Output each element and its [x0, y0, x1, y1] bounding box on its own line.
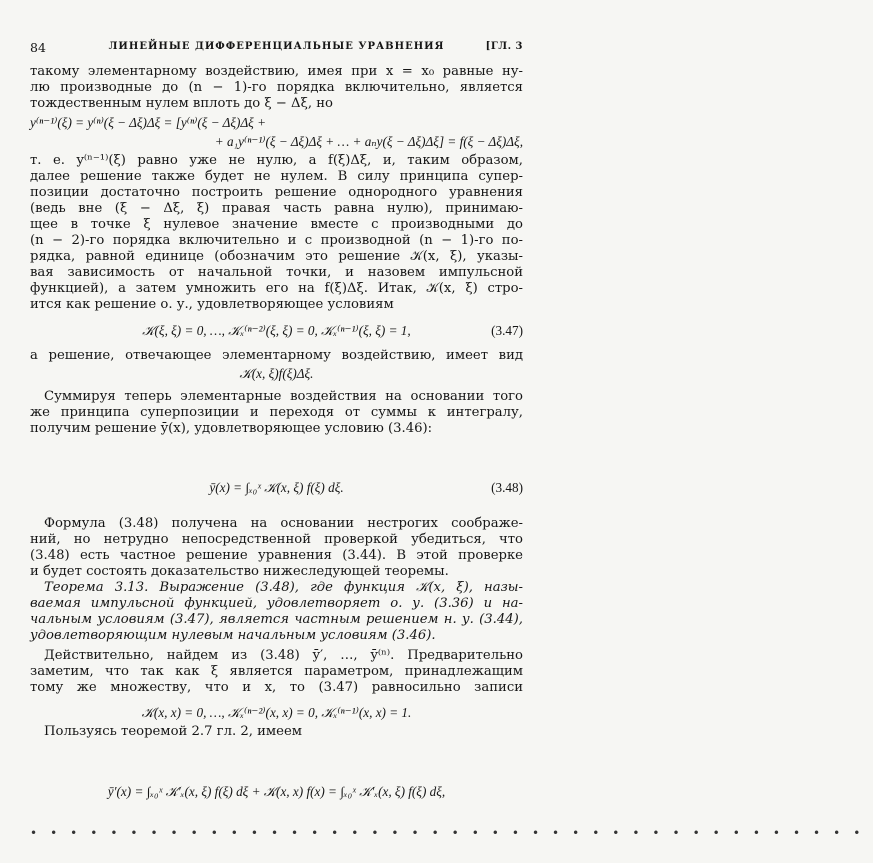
- equation-3-47: [30, 323, 523, 339]
- text-line: лю производные до (n − 1)-го порядка включительно, является: [30, 80, 523, 95]
- theorem-line: удовлетворяющим нулевым начальным условиям (3.46).: [30, 628, 436, 643]
- text-line: а решение, отвечающее элементарному воздействию, имеет вид: [30, 348, 523, 363]
- text-line: функцией), а затем умножить его на f(ξ)Δξ. Итак, 𝒦(x, ξ) стро-: [30, 281, 523, 296]
- equation-line: 𝒦(x, x) = 0, …, 𝒦ₓ⁽ⁿ⁻²⁾(x, x) = 0, 𝒦ₓ⁽ⁿ⁻¹⁾(x, x) = 1.: [141, 705, 412, 720]
- equation-number: (3.48): [491, 480, 523, 495]
- text-line: (n − 2)-го порядка включительно и с производной (n − 1)-го по-: [30, 233, 523, 248]
- text-line: щее в точке ξ нулевое значение вместе с производными до: [30, 217, 523, 232]
- running-header: [30, 40, 523, 58]
- text-line: т. е. y⁽ⁿ⁻¹⁾(ξ) равно уже не нулю, а f(ξ)Δξ, и, таким образом,: [30, 153, 523, 168]
- chapter-label: [ГЛ. 3: [485, 41, 523, 52]
- text-line: тому же множеству, что и x, то (3.47) равносильно записи: [30, 680, 523, 695]
- running-title: ЛИНЕЙНЫЕ ДИФФЕРЕНЦИАЛЬНЫЕ УРАВНЕНИЯ: [108, 41, 445, 52]
- text-line: тождественным нулем вплоть до ξ − Δξ, но: [30, 96, 333, 111]
- theorem-line: Теорема 3.13. Выражение (3.48), где функция 𝒦(x, ξ), назы-: [44, 580, 523, 595]
- text-line: ний, но нетрудно непосредственной проверкой убедиться, что: [30, 532, 523, 547]
- equation-line: ȳ′(x) = ∫ₓ₀ˣ 𝒦′ₓ(x, ξ) f(ξ) dξ + 𝒦(x, x) f(x) = ∫ₓ₀ˣ 𝒦′ₓ(x, ξ) f(ξ) dξ,: [107, 784, 446, 799]
- text-line: позиции достаточно построить решение однородного уравнения: [30, 185, 523, 200]
- text-line: получим решение ȳ(x), удовлетворяющее условию (3.46):: [30, 421, 433, 436]
- text-line: же принципа суперпозиции и переходя от суммы к интегралу,: [30, 405, 523, 420]
- text-line: и будет состоять доказательство нижеследующей теоремы.: [30, 564, 449, 579]
- text-line: ится как решение о. у., удовлетворяющее условиям: [30, 297, 394, 312]
- equation-body: ȳ(x) = ∫ₓ₀ˣ 𝒦(x, ξ) f(ξ) dξ.: [209, 480, 344, 495]
- text-line: рядка, равной единице (обозначим это решение 𝒦(x, ξ), указы-: [30, 249, 523, 264]
- equation-3-48: [30, 480, 523, 496]
- equation-number: (3.47): [491, 323, 523, 338]
- dotted-rule: ••••••••••••••••••••••••••••••••••••••••••: [30, 826, 873, 840]
- theorem-line: чальным условиям (3.47), является частным решением н. у. (3.44),: [30, 612, 523, 627]
- text-line: заметим, что так как ξ является параметром, принадлежащим: [30, 664, 523, 679]
- equation-line: + a₁y⁽ⁿ⁻¹⁾(ξ − Δξ)Δξ + … + aₙy(ξ − Δξ)Δξ] = f(ξ − Δξ)Δξ,: [214, 134, 523, 149]
- text-line: (ведь вне (ξ − Δξ, ξ) правая часть равна нулю), принимаю-: [30, 201, 523, 216]
- text-line: вая зависимость от начальной точки, и назовем импульсной: [30, 265, 523, 280]
- text-line: такому элементарному воздействию, имея при x = x₀ равные ну-: [30, 64, 523, 79]
- equation-body: 𝒦(ξ, ξ) = 0, …, 𝒦ₓ⁽ⁿ⁻²⁾(ξ, ξ) = 0, 𝒦ₓ⁽ⁿ⁻¹⁾(ξ, ξ) = 1,: [142, 323, 411, 338]
- text-line: Пользуясь теоремой 2.7 гл. 2, имеем: [44, 724, 303, 739]
- text-line: Формула (3.48) получена на основании нестрогих соображе-: [44, 516, 523, 531]
- text-line: (3.48) есть частное решение уравнения (3.44). В этой проверке: [30, 548, 523, 563]
- text-line: Действительно, найдем из (3.48) ȳ′, …, ȳ⁽ⁿ⁾. Предварительно: [44, 648, 523, 663]
- text-line: далее решение также будет не нулем. В силу принципа супер-: [30, 169, 523, 184]
- text-line: Суммируя теперь элементарные воздействия на основании того: [44, 389, 523, 404]
- equation-line: 𝒦(x, ξ)f(ξ)Δξ.: [239, 366, 314, 381]
- page-number: 84: [30, 40, 46, 55]
- theorem-line: ваемая импульсной функцией, удовлетворяет о. у. (3.36) и на-: [30, 596, 523, 611]
- equation-line: y⁽ⁿ⁻¹⁾(ξ) = y⁽ⁿ⁾(ξ − Δξ)Δξ = [y⁽ⁿ⁾(ξ − Δξ)Δξ +: [30, 115, 267, 130]
